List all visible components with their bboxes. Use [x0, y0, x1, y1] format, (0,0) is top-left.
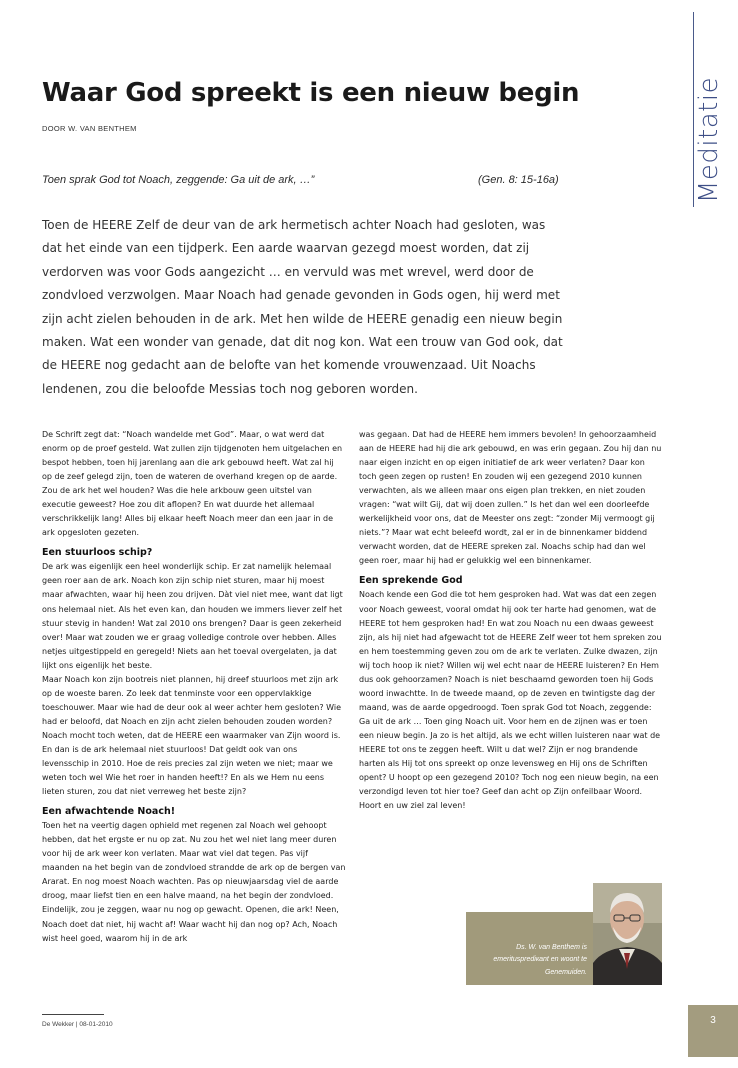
- footer-rule: [42, 1014, 104, 1015]
- article-column-left: [42, 428, 346, 946]
- photo-caption: Ds. W. van Benthem is emeritusprediкant en woont te Genemuiden.: [493, 944, 587, 976]
- author-photo: [593, 883, 662, 985]
- paragraph: was gegaan. Dat had de HEERE hem immers bevolen! In gehoorzaamheid aan de HEERE had hij die ark gebouwd, en was erin gegaan. Zou hij dan nu naar eigen inzicht en op eigen initiatief de ark weer verlaten? Daar kon toch geen zegen op rusten! En zouden wij een gezegend 2010 kunnen verwachten, als we alleen maar ons eigen plan trekken, en niet zouden vragen: “wat wilt Gij, dat wij doen zullen.” Is het dan wel een doorleefde werkelijkheid voor ons, dat de Meester ons zegt: “zonder Mij vermoogt gij niets.”? Maar wat echt beleefd wordt, zal er in de binnenkamer biddend verwacht worden, dat de HEERE spreken zal. Noachs schip had dan wel geen roer, maar hij had er gelukkig wel een binnenkamer.: [359, 430, 662, 566]
- scripture-quote: Toen sprak God tot Noach, zeggende: Ga uit de ark, …”: [42, 174, 315, 186]
- byline: DOOR W. VAN BENTHEM: [42, 124, 137, 133]
- article-title: Waar God spreekt is een nieuw begin: [42, 78, 580, 108]
- article-column-right: [359, 428, 663, 813]
- paragraph: De ark was eigenlijk een heel wonderlijk schip. Er zat namelijk helemaal geen roer aan de ark. Noach kon zijn schip niet sturen, maar hij moest maar afwachten, waar hij heen zou drijven. Dàt viel niet mee, want dat ligt ons helemaal niet. Als het even kan, dan houden we immers liever zelf het stuur stevig in handen! Wat zal 2010 ons brengen? Daar is geen zekerheid over! Maar wat zouden we er graag volledige controle over hebben. Alles netjes uitgestippeld en geregeld! Niets aan het toeval overgelaten, ja dat lijkt ons eigenlijk het beste.: [42, 562, 343, 670]
- paragraph: Maar Noach kon zijn bootreis niet plannen, hij dreef stuurloos met zijn ark op de woeste baren. Zo leek dat tenminste voor een oppervlakkige toeschouwer. Maar wie had de deur ook al weer achter hem gesloten? Wie had er beloofd, dat Noach en zijn acht zielen behouden zouden worden? Noach mocht toch weten, dat de HEERE een waarmaker van Zijn woord is. En dan is de ark helemaal niet stuurloos! Dat geldt ook van ons levensschip in 2010. Hoe de reis precies zal zijn weten we niet; maar we weten toch wel Wie het roer in handen heeft!? En als we Hem nu eens lieten sturen, zou dat niet verreweg het beste zijn?: [42, 674, 341, 797]
- page-number: 3: [710, 1015, 716, 1026]
- author-portrait-icon: [593, 883, 662, 985]
- subheading: Een sprekende God: [359, 575, 463, 587]
- paragraph: De Schrift zegt dat: “Noach wandelde met God”. Maar, o wat werd dat enorm op de proef gesteld. Wat zullen zijn tijdgenoten hem uitgelachen en bespot hebben, toen hij jarenlang aan die ark gebouwd heeft. Wat zal hij op de zeef gelegd zijn, toen de wateren de overhand kregen op de aarde. Zou de ark het wel houden? Was die hele arkbouw geen uitstel van executie geweest? Hoe zou dit aflopen? En wat duurde het allemaal verschrikkelijk lang! Alles bij elkaar heeft Noach meer dan een jaar in de ark opgesloten gezeten.: [42, 430, 343, 538]
- photo-caption-box: [466, 912, 593, 985]
- section-label: Meditatie: [694, 76, 724, 204]
- page-number-box: [688, 1005, 738, 1057]
- paragraph: Toen het na veertig dagen ophield met regenen zal Noach wel gehoopt hebben, dat het ergste er nu op zat. Nu zou het wel niet lang meer duren voor hij de ark weer kon verlaten. Maar wat viel dat tegen. Pas vijf maanden na het begin van de zondvloed strandde de ark op de bergen van Ararat. En nog moest Noach wachten. Pas op nieuwjaarsdag viel de aarde droog, maar liefst tien en een halve maand, na het begin der zondvloed. Eindelijk, zou je zeggen, waar nu nog op gewacht. Openen, die ark! Neen, Noach doet dat niet, hij wacht af! Waar wacht hij dan nog op? Ach, Noach wist heel goed, waarom hij in de ark: [42, 821, 346, 943]
- footer-publication: De Wekker | 08-01-2010: [42, 1021, 113, 1028]
- paragraph: Noach kende een God die tot hem gesproken had. Wat was dat een zegen voor Noach geweest, vooral omdat hij ook ter harte had genomen, wat de HEERE tot hem gesproken had! En wat zou Noach nu een dwaas geweest zijn, als hij niet had afgewacht tot de HEERE Zelf weer tot hem spreken zou en hem toestemming geven zou om de ark te verlaten. Zulke dwazen, zijn wij toch hoop ik niet? Willen wij wel echt naar de HEERE luisteren? En Hem dus ook gehoorzamen? Noach is niet beschaamd geworden toen hij Gods woord inwachtte. In de tweede maand, op de zeven en twintigste dag der maand, was de aarde opgedroogd. Toen sprak God tot Noach, zeggende: Ga uit de ark … Toen ging Noach uit. Voor hem en de zijnen was er toen een nieuw begin. Ja zo is het altijd, als we echt willen luisteren naar wat de HEERE tot ons te zeggen heeft. Wilt u dat wel? Zijn er nog brandende harten als Hij tot ons spreekt op onze levensweg en Hij ons de Schriften opent? U hoopt op een gezegend 2010? Toch nog een nieuw begin, na een verzondigd leven tot hier toe? Geef dan acht op Zijn onfeilbaar Woord. Hoort en uw ziel zal leven!: [359, 590, 662, 811]
- scripture-reference: (Gen. 8: 15-16a): [478, 174, 559, 186]
- subheading: Een afwachtende Noach!: [42, 806, 176, 818]
- subheading: Een stuurloos schip?: [42, 547, 153, 559]
- intro-paragraph: Toen de HEERE Zelf de deur van de ark hermetisch achter Noach had gesloten, was dat het einde van een tijdperk. Een aarde waarvan gezegd moest worden, dat zij verdorven was voor Gods aangezicht … en vervuld was met wrevel, werd door de zondvloed verzwolgen. Maar Noach had genade gevonden in Gods ogen, hij werd met zijn acht zielen behouden in de ark. Met hen wilde de HEERE genadig een nieuw begin maken. Wat een wonder van genade, dat dit nog kon. Wat een trouw van God ook, dat de HEERE nog gedacht aan de belofte van het komende vrouwenzaad. Uit Noachs lendenen, zou die beloofde Messias toch nog geboren worden.: [42, 218, 563, 396]
